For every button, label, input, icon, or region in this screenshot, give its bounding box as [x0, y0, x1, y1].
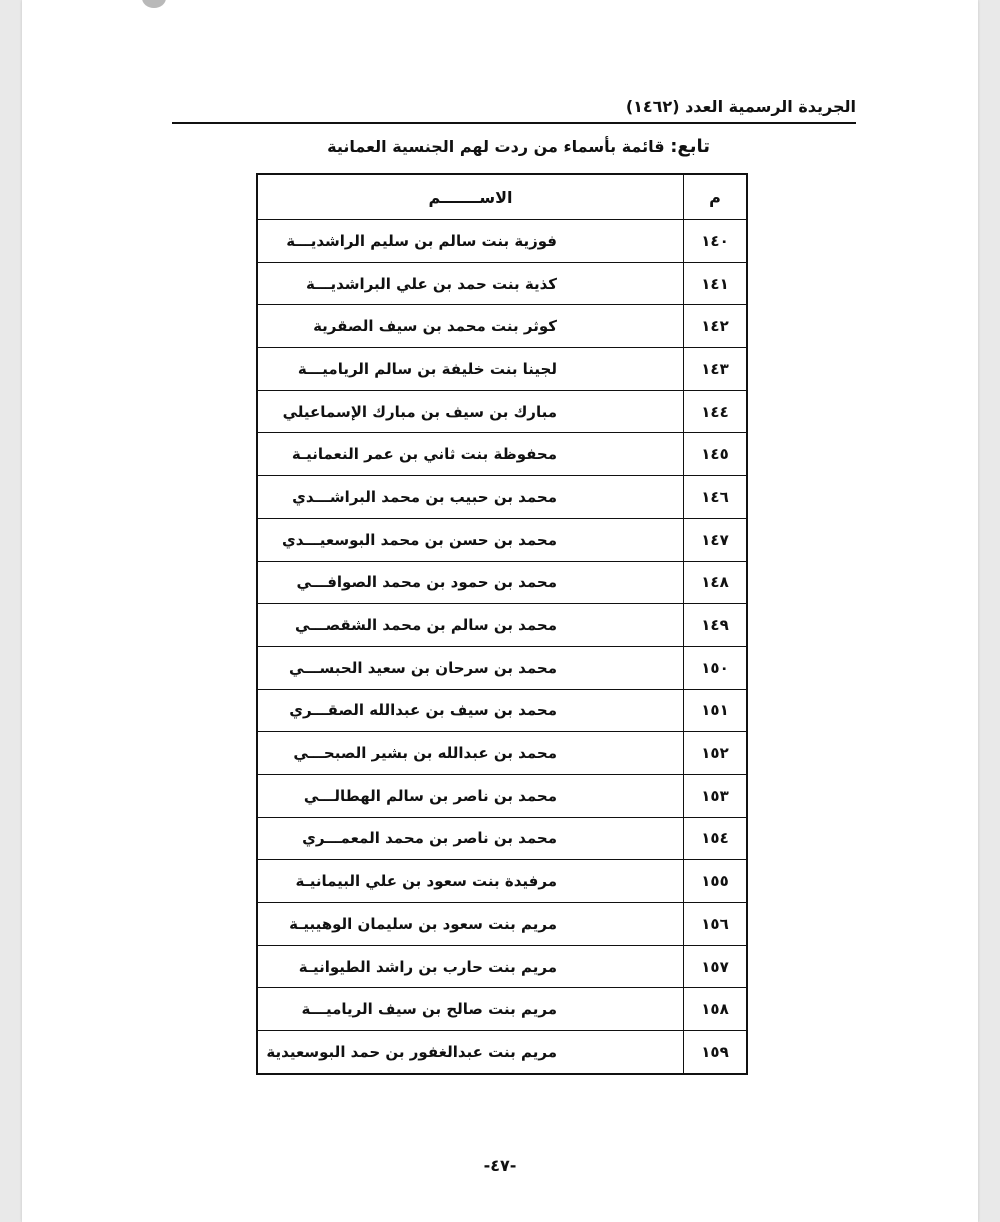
table-row — [257, 945, 747, 988]
row-number: ١٥٩ — [684, 1031, 748, 1074]
row-name: محمد بن سيف بن عبدالله الصقـــري — [257, 689, 684, 732]
row-name: مبارك بن سيف بن مبارك الإسماعيلي — [257, 390, 684, 433]
row-number: ١٤١ — [684, 262, 748, 305]
table-row — [257, 604, 747, 647]
row-name: محمد بن حسن بن محمد البوسعيـــدي — [257, 518, 684, 561]
gazette-title: الجريدة الرسمية العدد (١٤٦٢) — [625, 97, 856, 116]
row-number: ١٤٧ — [684, 518, 748, 561]
table-row — [257, 817, 747, 860]
row-name: محمد بن حمود بن محمد الصوافـــي — [257, 561, 684, 604]
row-number: ١٥١ — [684, 689, 748, 732]
row-number: ١٤٦ — [684, 476, 748, 519]
row-name: محمد بن حبيب بن محمد البراشـــدي — [257, 476, 684, 519]
subtitle-lead: تابع: — [670, 136, 710, 157]
row-number: ١٥٣ — [684, 774, 748, 817]
row-number: ١٤٩ — [684, 604, 748, 647]
row-name: محمد بن ناصر بن سالم الهطالـــي — [257, 774, 684, 817]
row-name: لجينا بنت خليفة بن سالم الرياميـــة — [257, 348, 684, 391]
row-number: ١٥٤ — [684, 817, 748, 860]
row-name: مريم بنت صالح بن سيف الرياميـــة — [257, 988, 684, 1031]
column-header-name: الاســـــــم — [257, 174, 684, 220]
list-subtitle — [327, 135, 710, 159]
row-name: محمد بن سالم بن محمد الشقصـــي — [257, 604, 684, 647]
table-row — [257, 988, 747, 1031]
row-number: ١٥٧ — [684, 945, 748, 988]
table-row — [257, 262, 747, 305]
row-number: ١٥٥ — [684, 860, 748, 903]
row-number: ١٤٥ — [684, 433, 748, 476]
row-name: محمد بن ناصر بن محمد المعمـــري — [257, 817, 684, 860]
row-number: ١٥٦ — [684, 903, 748, 946]
row-number: ١٤٢ — [684, 305, 748, 348]
table-row — [257, 561, 747, 604]
table-row — [257, 860, 747, 903]
table-body — [257, 220, 747, 1074]
row-number: ١٤٤ — [684, 390, 748, 433]
table-row — [257, 689, 747, 732]
row-number: ١٥٨ — [684, 988, 748, 1031]
table-row — [257, 518, 747, 561]
row-name: محمد بن عبدالله بن بشير الصبحـــي — [257, 732, 684, 775]
table-row — [257, 732, 747, 775]
row-number: ١٤٣ — [684, 348, 748, 391]
row-name: مريم بنت حارب بن راشد الطيوانيـة — [257, 945, 684, 988]
page-header — [172, 94, 856, 124]
row-name: مريم بنت عبدالغفور بن حمد البوسعيدية — [257, 1031, 684, 1074]
names-table — [256, 173, 748, 1075]
table-row — [257, 476, 747, 519]
table-row — [257, 305, 747, 348]
table-row — [257, 433, 747, 476]
table-row — [257, 220, 747, 263]
table-row — [257, 348, 747, 391]
row-name: مريم بنت سعود بن سليمان الوهيبيـة — [257, 903, 684, 946]
column-header-number: م — [684, 174, 748, 220]
table-row — [257, 774, 747, 817]
row-name: كوثر بنت محمد بن سيف الصقرية — [257, 305, 684, 348]
corner-mark — [142, 0, 166, 8]
row-name: كذية بنت حمد بن علي البراشديـــة — [257, 262, 684, 305]
row-number: ١٤٨ — [684, 561, 748, 604]
table-row — [257, 390, 747, 433]
row-name: محفوظة بنت ثاني بن عمر النعمانيـة — [257, 433, 684, 476]
table-header-row — [257, 174, 747, 220]
subtitle-text: قائمة بأسماء من ردت لهم الجنسية العمانية — [327, 137, 671, 156]
row-number: ١٥٠ — [684, 646, 748, 689]
row-number: ١٤٠ — [684, 220, 748, 263]
table-row — [257, 1031, 747, 1074]
page-number: -٤٧- — [483, 1156, 517, 1175]
row-name: محمد بن سرحان بن سعيد الحبســـي — [257, 646, 684, 689]
row-number: ١٥٢ — [684, 732, 748, 775]
header-divider — [172, 122, 856, 124]
table-row — [257, 903, 747, 946]
row-name: فوزية بنت سالم بن سليم الراشديـــة — [257, 220, 684, 263]
row-name: مرفيدة بنت سعود بن علي البيمانيـة — [257, 860, 684, 903]
table-row — [257, 646, 747, 689]
